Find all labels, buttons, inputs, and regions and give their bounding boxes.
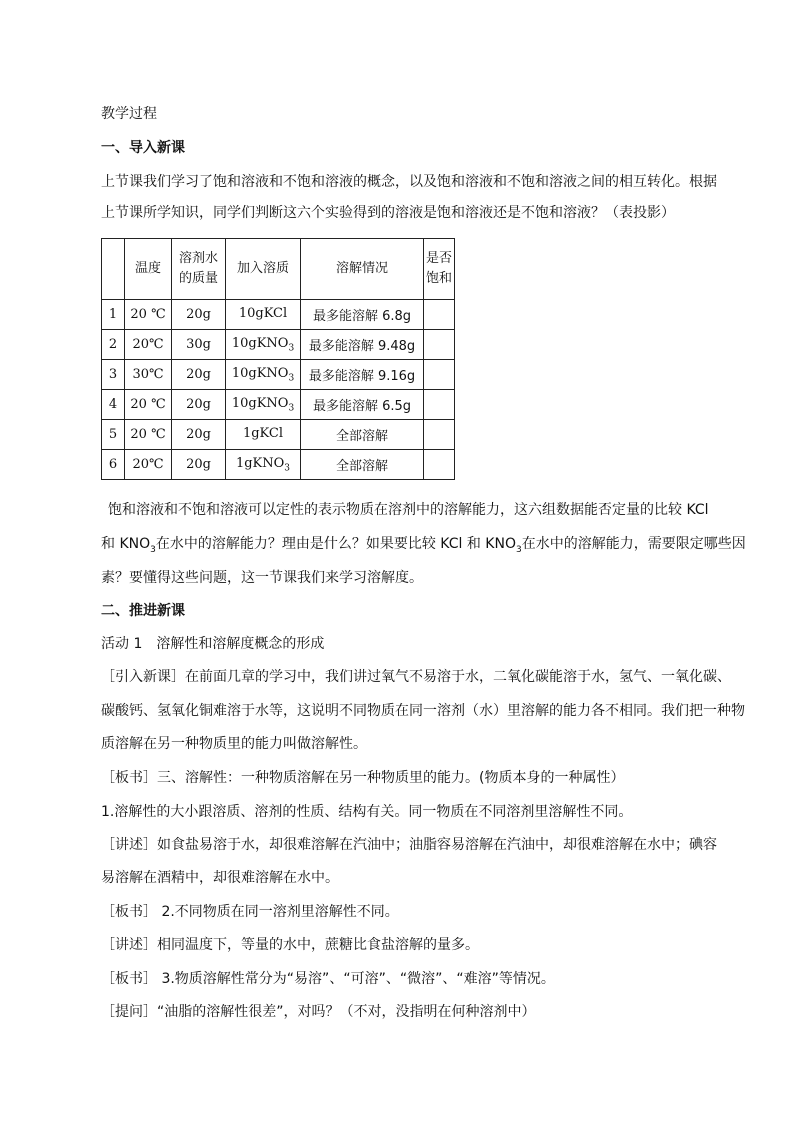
- board-note: ［板书］三、溶解性：一种物质溶解在另一种物质里的能力。(物质本身的一种属性）: [101, 770, 625, 786]
- cell-solute: 10gKNO$_3$: [226, 390, 301, 420]
- cell-temperature: 20 ℃: [125, 420, 172, 450]
- paragraph-line: 饱和溶液和不饱和溶液可以定性的表示物质在溶剂中的溶解能力，这六组数据能否定量的比较 KCl: [108, 502, 709, 518]
- cell-dissolution: 全部溶解: [301, 420, 424, 450]
- table-row: [102, 420, 455, 450]
- header-cell-solvent-mass: 溶剂水 的质量: [172, 239, 226, 300]
- cell-temperature: 20 ℃: [125, 300, 172, 330]
- cell-water-mass: 30g: [172, 330, 226, 360]
- cell-water-mass: 20g: [172, 360, 226, 390]
- header-cell-saturated: 是否 饱和: [424, 239, 455, 300]
- board-note: ［板书］ 3.物质溶解性常分为“易溶”、“可溶”、“微溶”、“难溶”等情况。: [101, 971, 555, 987]
- paragraph-line: 碳酸钙、氢氧化铜难溶于水等，这说明不同物质在同一溶剂（水）里溶解的能力各不相同。我们把一种物: [101, 703, 745, 719]
- cell-dissolution: 最多能溶解 6.5g: [301, 390, 424, 420]
- cell-saturated: [424, 300, 455, 330]
- table-header-row: [102, 239, 455, 300]
- cell-saturated: [424, 420, 455, 450]
- activity-title: 活动 1 溶解性和溶解度概念的形成: [101, 636, 325, 652]
- header-cell-dissolution: 溶解情况: [301, 239, 424, 300]
- cell-index: 3: [102, 360, 125, 390]
- cell-index: 1: [102, 300, 125, 330]
- cell-water-mass: 20g: [172, 420, 226, 450]
- heading-teaching-process: 教学过程: [101, 106, 157, 122]
- cell-index: 6: [102, 450, 125, 480]
- paragraph-line: ［讲述］如食盐易溶于水，却很难溶解在汽油中；油脂容易溶解在汽油中，却很难溶解在水中；碘容: [101, 837, 717, 853]
- cell-solute: 10gKNO$_3$: [226, 330, 301, 360]
- cell-dissolution: 最多能溶解 9.48g: [301, 330, 424, 360]
- cell-saturated: [424, 450, 455, 480]
- paragraph-line: ［引入新课］在前面几章的学习中，我们讲过氧气不易溶于水，二氧化碳能溶于水，氢气、一氧化碳、: [101, 669, 731, 685]
- table-row: [102, 450, 455, 480]
- cell-index: 4: [102, 390, 125, 420]
- cell-dissolution: 最多能溶解 6.8g: [301, 300, 424, 330]
- cell-water-mass: 20g: [172, 300, 226, 330]
- cell-index: 5: [102, 420, 125, 450]
- table-row: [102, 300, 455, 330]
- header-cell-index: [102, 239, 125, 300]
- experiment-table: [101, 238, 455, 480]
- cell-saturated: [424, 330, 455, 360]
- cell-water-mass: 20g: [172, 450, 226, 480]
- paragraph-line: 易溶解在酒精中，却很难溶解在水中。: [101, 870, 339, 886]
- intro-paragraph-line: 上节课所学知识，同学们判断这六个实验得到的溶液是饱和溶液还是不饱和溶液？（表投影）: [101, 205, 675, 221]
- header-cell-solute: 加入溶质: [226, 239, 301, 300]
- section-title-intro: 一、导入新课: [101, 140, 185, 156]
- cell-dissolution: 最多能溶解 9.16g: [301, 360, 424, 390]
- cell-temperature: 20℃: [125, 330, 172, 360]
- lecture-note: ［讲述］相同温度下，等量的水中，蔗糖比食盐溶解的量多。: [101, 937, 479, 953]
- cell-index: 2: [102, 330, 125, 360]
- board-note: ［板书］ 2.不同物质在同一溶剂里溶解性不同。: [101, 904, 399, 920]
- paragraph-line: 素？要懂得这些问题，这一节课我们来学习溶解度。: [101, 570, 423, 586]
- cell-solute: 1gKCl: [226, 420, 301, 450]
- cell-temperature: 20℃: [125, 450, 172, 480]
- header-cell-temperature: 温度: [125, 239, 172, 300]
- table-row: [102, 360, 455, 390]
- table-row: [102, 330, 455, 360]
- cell-temperature: 20 ℃: [125, 390, 172, 420]
- question-note: ［提问］“油脂的溶解性很差”，对吗？（不对，没指明在何种溶剂中）: [101, 1004, 536, 1020]
- table-row: [102, 390, 455, 420]
- cell-solute: 1gKNO$_3$: [226, 450, 301, 480]
- paragraph-line: 和 $KNO_3$在水中的溶解能力？理由是什么？如果要比较 KCl 和 $KNO_3$在水中的溶解能力，需要限定哪些因: [101, 536, 746, 555]
- cell-water-mass: 20g: [172, 390, 226, 420]
- cell-solute: 10gKNO$_3$: [226, 360, 301, 390]
- intro-paragraph-line: 上节课我们学习了饱和溶液和不饱和溶液的概念，以及饱和溶液和不饱和溶液之间的相互转化。根据: [101, 174, 717, 190]
- cell-saturated: [424, 360, 455, 390]
- paragraph-line: 质溶解在另一种物质里的能力叫做溶解性。: [101, 736, 367, 752]
- section-title-new-lesson: 二、推进新课: [101, 603, 185, 619]
- cell-saturated: [424, 390, 455, 420]
- cell-temperature: 30℃: [125, 360, 172, 390]
- point-note: 1.溶解性的大小跟溶质、溶剂的性质、结构有关。同一物质在不同溶剂里溶解性不同。: [101, 804, 633, 820]
- cell-dissolution: 全部溶解: [301, 450, 424, 480]
- cell-solute: 10gKCl: [226, 300, 301, 330]
